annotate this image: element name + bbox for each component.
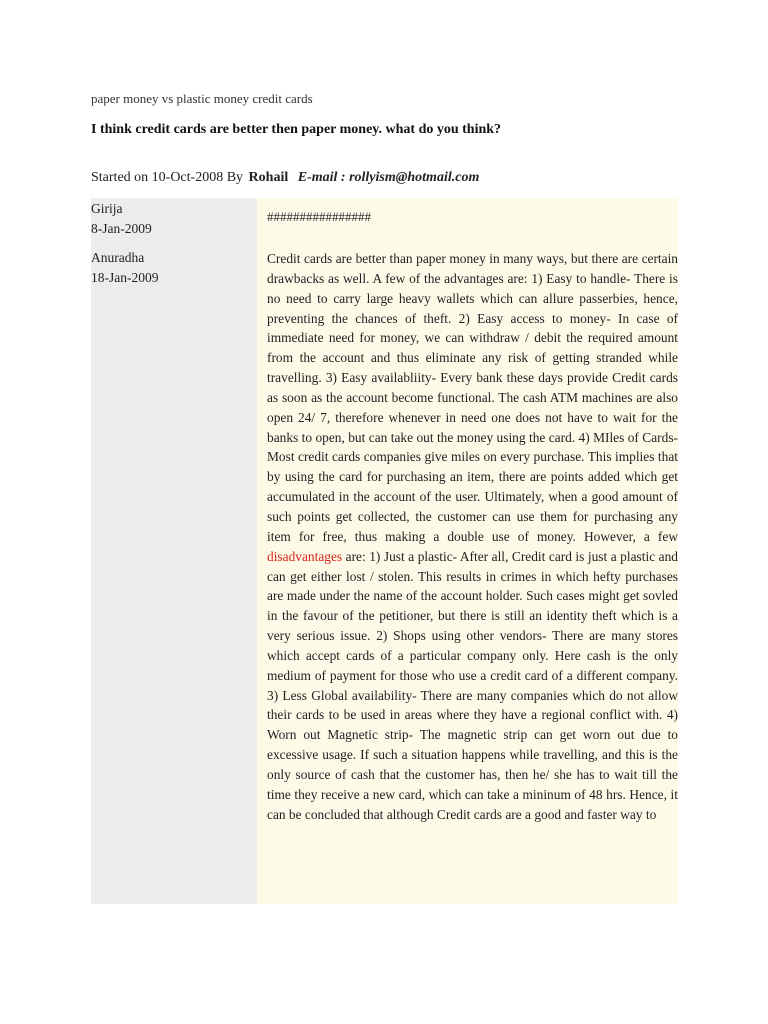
post-author-block bbox=[91, 248, 159, 288]
post-body: ################ bbox=[267, 209, 371, 224]
post-text: are: 1) Just a plastic- After all, Credit card is just a plastic and can get either lost / stolen. This results in crimes in which hefty purchases are made under the name of the account holder. Such cases might get sovled in the favour of the petitioner, but there is still an identity theft which is a very serious issue. 2) Shops using other vendors- There are many stores which accept cards of a particular company only. Here cash is the only medium of payment for those who use a credit card of a different company. 3) Less Global availability- There are many companies which do not allow their cards to be used in areas where they have a regional conflict with. 4) Worn out Magnetic strip- The magnetic strip can get worn out due to excessive usage. If such a situation happens while travelling, and this is the only source of cash that the customer has, then he/ she has to wait till the time they receive a new card, which can take a mininum of 48 hrs. Hence, it can be concluded that although Credit cards are a good and faster way to bbox=[267, 548, 678, 822]
post-author-name: Anuradha bbox=[91, 250, 145, 265]
started-date: 10-Oct-2008 bbox=[151, 170, 224, 185]
post-date: 18-Jan-2009 bbox=[91, 270, 159, 285]
question-heading: I think credit cards are better then paper money. what do you think? bbox=[91, 122, 502, 137]
post-author-name: Girija bbox=[91, 201, 123, 216]
post-body bbox=[267, 249, 678, 904]
post-text: Credit cards are better than paper money in many ways, but there are certain drawbacks as well. A few of the advantages are: 1) Easy to handle- There is no need to carry large heavy wallets which can allure passerbies, hence, preventing the chances of theft. 2) Easy access to money- In case of immediate need for money, we can withdraw / debit the required amount from the account and thus eliminate any risk of getting stranded while travelling. 3) Easy availabliity- Every bank these days provide Credit cards as soon as the account become functional. The cash ATM machines are also open 24/ 7, therefore whenever in need one does not have to wait for the banks to open, but can take out the money using the card. 4) MIles of Cards- Most credit cards companies give miles on every purchase. This implies that by using the card for purchasing an item, there are points added which get accumulated in the account of the user. Ultimately, when a good amount of such points get collected, the customer can use them for purchasing any item for free, thus making a double use of money. However, a few bbox=[267, 251, 678, 544]
poster-column bbox=[91, 198, 257, 904]
thread-author: Rohail bbox=[248, 170, 289, 185]
highlighted-word: disadvantages bbox=[267, 548, 343, 564]
post-date: 8-Jan-2009 bbox=[91, 221, 152, 236]
started-label: Started on bbox=[91, 170, 149, 185]
post-author-block bbox=[91, 199, 152, 239]
topic-title: paper money vs plastic money credit cards bbox=[91, 91, 313, 106]
author-email: E-mail : rollyism@hotmail.com bbox=[297, 170, 480, 185]
thread-meta bbox=[91, 170, 479, 186]
by-label: By bbox=[226, 170, 244, 185]
